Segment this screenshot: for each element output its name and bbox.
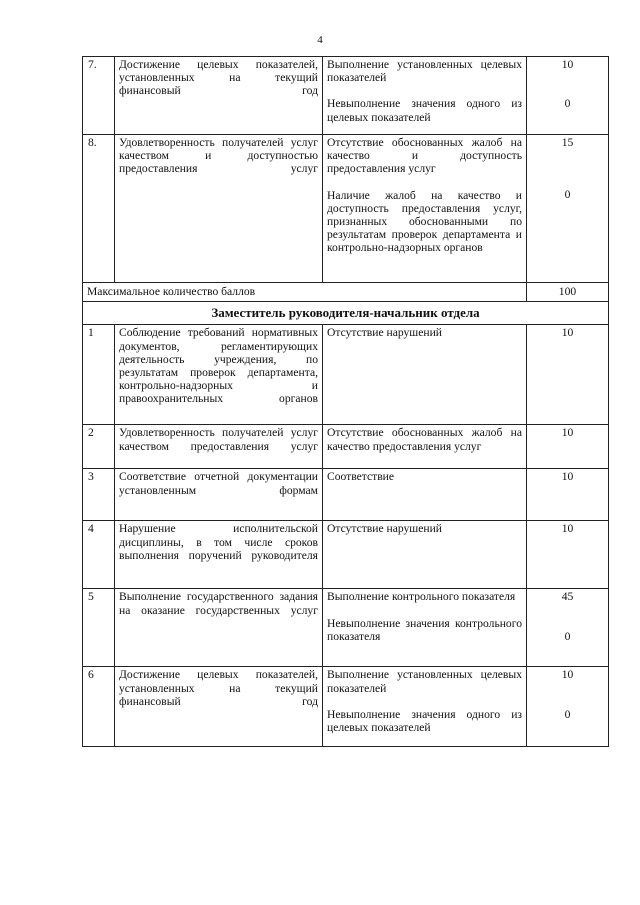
points-value: 10 (561, 58, 574, 71)
table-row (83, 425, 609, 469)
condition-text: Отсутствие нарушений (327, 326, 442, 340)
points-value: 10 (561, 668, 574, 682)
conditions-cell (323, 57, 527, 135)
points-value: 10 (527, 425, 609, 469)
points-cell (527, 57, 609, 135)
conditions-cell (323, 589, 527, 667)
max-score-label: Максимальное количество баллов (83, 283, 527, 302)
criterion-text: Достижение целевых показателей, установленных на текущий финансовый год (115, 57, 323, 135)
points-value: 45 (561, 590, 574, 604)
criterion-text: Удовлетворенность получателей услуг качеством предоставления услуг (115, 425, 323, 469)
criterion-text: Нарушение исполнительской дисциплины, в том числе сроков выполнения поручений руководителя (115, 521, 323, 589)
points-value: 0 (564, 707, 571, 721)
row-number: 7. (83, 57, 115, 135)
table-row (83, 521, 609, 589)
criterion-text: Соответствие отчетной документации установленным формам (115, 469, 323, 521)
row-number: 3 (83, 469, 115, 521)
points-value: 15 (561, 136, 574, 149)
max-score-row (83, 283, 609, 302)
criterion-text: Соблюдение требований нормативных документов, регламентирующих деятельность учреждения, по результатам проверок департамента, контрольно-надзорных и правоохранительных органов (115, 325, 323, 425)
condition-text: Отсутствие нарушений (327, 522, 442, 536)
condition-text: Невыполнение значения одного из целевых показателей (327, 707, 522, 735)
conditions-cell (323, 425, 527, 469)
max-score-value: 100 (527, 283, 609, 302)
table-row (83, 57, 609, 135)
section-title: Заместитель руководителя-начальник отдела (83, 302, 609, 325)
table-row (83, 589, 609, 667)
criterion-text: Выполнение государственного задания на оказание государственных услуг (115, 589, 323, 667)
row-number: 4 (83, 521, 115, 589)
conditions-cell (323, 521, 527, 589)
criterion-text: Удовлетворенность получателей услуг качеством и доступностью предоставления услуг (115, 135, 323, 283)
points-cell (527, 135, 609, 283)
points-value: 0 (564, 97, 571, 111)
points-value: 0 (564, 629, 571, 643)
criteria-table (82, 56, 609, 747)
table-row (83, 325, 609, 425)
points-value: 0 (564, 188, 571, 202)
conditions-cell (323, 667, 527, 747)
points-value: 10 (527, 325, 609, 425)
points-value: 10 (527, 469, 609, 521)
row-number: 8. (83, 135, 115, 283)
condition-text: Соответствие (327, 470, 395, 484)
condition-text: Отсутствие обоснованных жалоб на качество предоставления услуг (327, 426, 522, 453)
condition-text: Отсутствие обоснованных жалоб на качество и доступность предоставления услуг (327, 136, 522, 176)
condition-text: Наличие жалоб на качество и доступность предоставления услуг, признанных обоснованными по результатам проверок департамента и контрольно-надзорных органов (327, 188, 522, 255)
conditions-cell (323, 135, 527, 283)
condition-text: Выполнение контрольного показателя (327, 590, 516, 604)
conditions-cell (323, 325, 527, 425)
condition-text: Невыполнение значения одного из целевых показателей (327, 97, 522, 124)
table-row (83, 667, 609, 747)
row-number: 5 (83, 589, 115, 667)
condition-text: Выполнение установленных целевых показателей (327, 58, 522, 85)
points-value: 10 (527, 521, 609, 589)
points-cell (527, 589, 609, 667)
row-number: 1 (83, 325, 115, 425)
row-number: 2 (83, 425, 115, 469)
conditions-cell (323, 469, 527, 521)
table-row (83, 469, 609, 521)
condition-text: Выполнение установленных целевых показателей (327, 668, 522, 695)
condition-text: Невыполнение значения контрольного показателя (327, 616, 522, 643)
criterion-text: Достижение целевых показателей, установленных на текущий финансовый год (115, 667, 323, 747)
table-row (83, 135, 609, 283)
section-header-row (83, 302, 609, 325)
page-number: 4 (317, 34, 323, 46)
row-number: 6 (83, 667, 115, 747)
points-cell (527, 667, 609, 747)
